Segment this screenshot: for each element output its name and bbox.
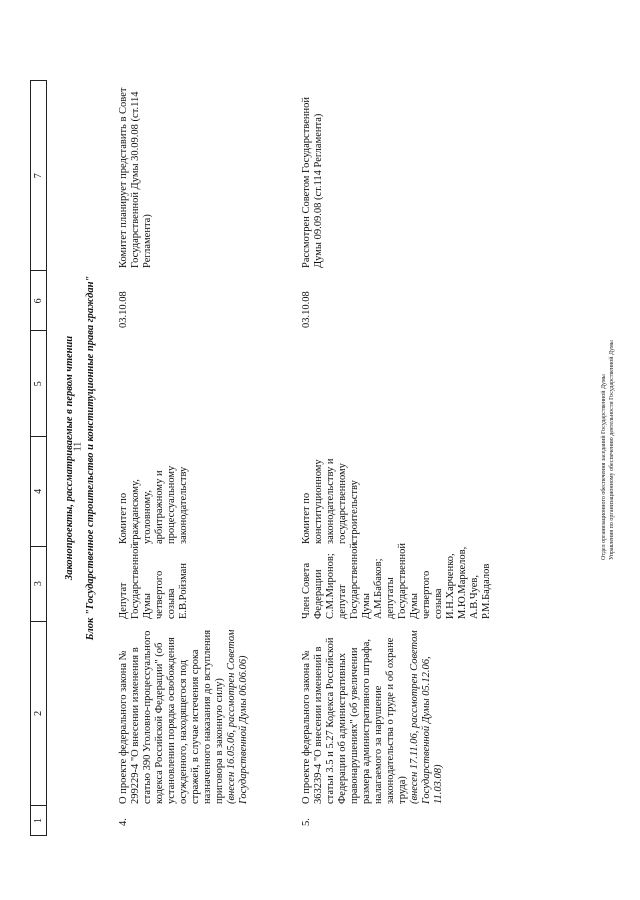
planned-date: 03.10.08	[301, 291, 312, 328]
bill-author: Член Совета Федерации С.М.Миронов; депутат Государственной Думы А.М.Бабаков; депутаты Государственной Думы четвертого созыва И.Н.Харченко, М.Ю.Маркелов, А.В.Чуев, Р.М.Бадалов	[301, 543, 492, 619]
column-header: 7	[33, 173, 44, 179]
footer-line: Управления по организационному обеспечению деятельности Государственной Думы	[609, 340, 615, 560]
row-number: 4.	[118, 818, 129, 826]
footer-line: Отдел организационного обеспечения заседаний Государственной Думы	[601, 374, 607, 560]
block-title: Блок "Государственное строительство и конституционные права граждан"	[85, 275, 96, 641]
bill-status: Рассмотрен Советом Государственной Думы 09.09.08 (ст.114 Регламента)	[301, 97, 324, 268]
section-heading: Законопроекты, рассматриваемые в первом чтении	[64, 335, 75, 581]
bill-title: О проекте федерального закона № 363239-4 "О внесении изменений в статьи 3.5 и 5.27 Кодекса Российской Федерации об административных правонарушениях" (об увеличении размера административного штрафа, налагаемого за нарушение законодательства о труде и об охране труда)	[301, 637, 408, 804]
column-5-value	[301, 330, 493, 436]
footer-note	[600, 280, 616, 560]
bill-status: Комитет планирует представить в Совет Государственной Думы 30.09.08 (ст.114 Регламента)	[118, 87, 153, 268]
table-row	[301, 80, 493, 836]
responsible-committee: Комитет по гражданскому, уголовному, арбитражному и процессуальному законодательству	[118, 465, 189, 544]
page-number: 11	[72, 441, 84, 452]
column-header: 3	[31, 546, 46, 621]
column-header: 5	[31, 330, 46, 436]
column-header-row	[30, 80, 47, 836]
column-5-value	[118, 330, 250, 436]
column-header: 2	[31, 621, 46, 806]
column-header: 4	[31, 436, 46, 546]
bill-description	[301, 621, 493, 806]
responsible-committee: Комитет по конституционному законодательству и государственному строительству	[301, 458, 360, 544]
row-number: 5.	[301, 818, 312, 826]
column-header: 6	[31, 271, 46, 331]
document-table	[30, 76, 550, 836]
bill-author: Депутат Государственной Думы четвертого созыва Е.В.Ройзман	[118, 543, 189, 619]
table-row	[118, 80, 250, 836]
planned-date: 03.10.08	[118, 291, 129, 328]
column-header: 1	[31, 805, 46, 835]
bill-title: О проекте федерального закона № 299229-4 "О внесении изменения в статью 390 Уголовно-процессуального кодекса Российской Федерации" (об установлении порядка освобождения осужденного, находящегося под стражей, в случае истечения срока назначенного наказания до вступления приговора в законную силу)	[118, 629, 225, 804]
bill-description	[118, 621, 250, 806]
bill-note: (внесен 16.05.06, рассмотрен Советом Государственной Думы 06.06.06)	[226, 629, 249, 804]
bill-note: (внесен 17.11.06, рассмотрен Советом Государственной Думы 05.12.06, 11.03.08)	[409, 630, 444, 804]
